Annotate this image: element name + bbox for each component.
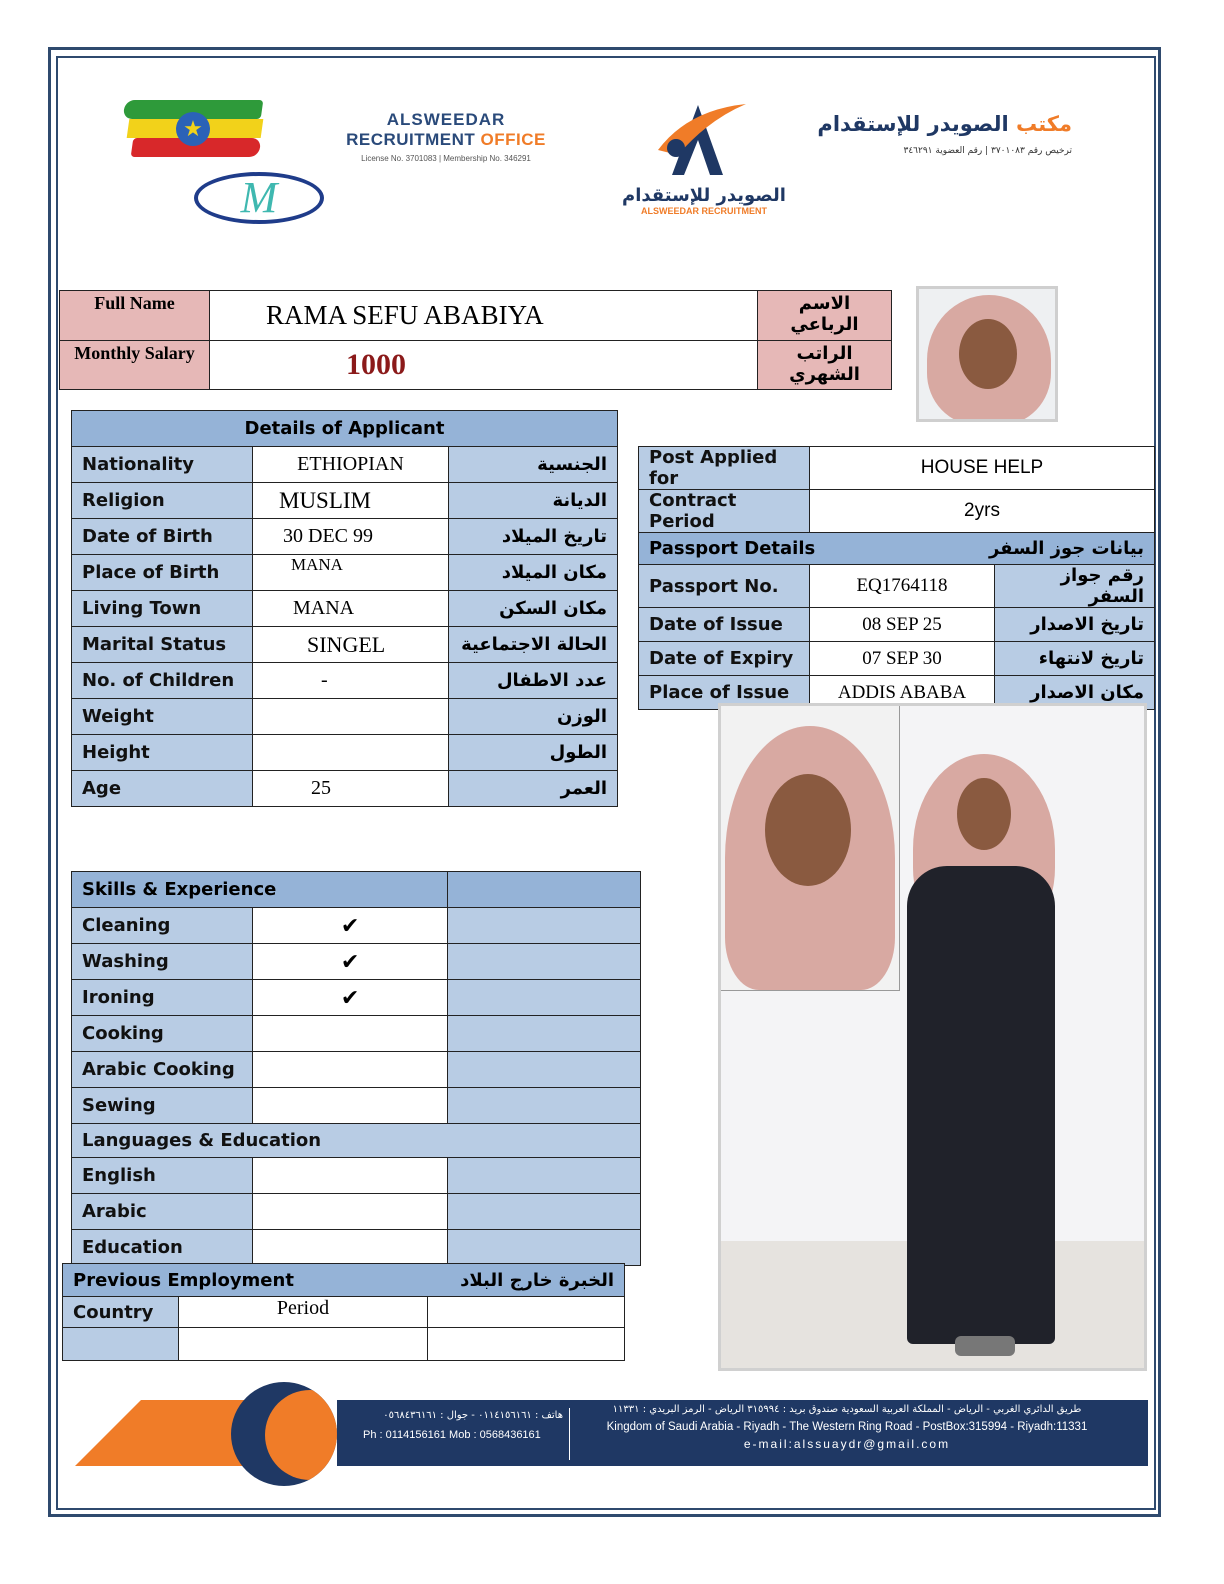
- skill-check: ✔: [252, 980, 448, 1016]
- table-row: [72, 980, 641, 1016]
- star-icon: ★: [176, 112, 210, 146]
- table-row: [72, 1088, 641, 1124]
- passport-details-title: Passport Details: [649, 538, 816, 559]
- row-ar: العمر: [449, 771, 618, 807]
- table-row: [72, 944, 641, 980]
- row-value: MANA: [253, 591, 449, 627]
- inset-face-photo: [721, 706, 900, 991]
- row-label: Living Town: [72, 591, 253, 627]
- row-value: -: [253, 663, 449, 699]
- row-label: Date of Expiry: [639, 642, 810, 676]
- lang-blank: [448, 1230, 641, 1266]
- post-passport-table: [638, 446, 1155, 710]
- full-name-ar: الاسم الرباعي: [758, 291, 892, 341]
- license-number: License No. 3701083: [361, 154, 437, 163]
- employment-row-blank: [63, 1328, 179, 1361]
- table-row: [72, 1158, 641, 1194]
- footer-banner: [75, 1382, 1148, 1468]
- monthly-salary-ar: الراتب الشهري: [758, 341, 892, 390]
- row-ar: مكان السكن: [449, 591, 618, 627]
- table-row: [72, 735, 618, 771]
- row-ar: مكان الميلاد: [449, 555, 618, 591]
- skill-blank: [448, 1016, 641, 1052]
- row-label: No. of Children: [72, 663, 253, 699]
- skill-label: Sewing: [72, 1088, 253, 1124]
- row-value: EQ1764118: [810, 565, 995, 608]
- footer-logo-icon: [231, 1382, 337, 1486]
- skill-label: Arabic Cooking: [72, 1052, 253, 1088]
- full-name-label: Full Name: [60, 291, 210, 341]
- previous-employment-table: [62, 1263, 625, 1361]
- company-name-office: OFFICE: [480, 130, 546, 149]
- table-row: [72, 1052, 641, 1088]
- row-value: ETHIOPIAN: [253, 447, 449, 483]
- row-label: Age: [72, 771, 253, 807]
- skill-blank: [448, 944, 641, 980]
- row-ar: مكان الاصدار: [995, 676, 1155, 710]
- table-row: [72, 447, 618, 483]
- applicant-details-table: [71, 410, 618, 807]
- row-value: [253, 699, 449, 735]
- table-row: [639, 565, 1155, 608]
- applicant-full-body-photo: [718, 703, 1147, 1371]
- row-label: Date of Birth: [72, 519, 253, 555]
- a-logo-icon: [618, 100, 790, 180]
- employment-row-blank: [428, 1328, 625, 1361]
- skills-header-blank: [448, 872, 641, 908]
- row-ar: الجنسية: [449, 447, 618, 483]
- passport-details-header: [639, 533, 1155, 565]
- lang-label: Education: [72, 1230, 253, 1266]
- skill-check: ✔: [252, 944, 448, 980]
- monthly-salary-label: Monthly Salary: [60, 341, 210, 390]
- passport-details-title-ar: بيانات جوز السفر: [988, 538, 1144, 559]
- table-row: [72, 627, 618, 663]
- skill-label: Washing: [72, 944, 253, 980]
- table-row: [639, 642, 1155, 676]
- skill-blank: [448, 908, 641, 944]
- table-row: [72, 771, 618, 807]
- skill-label: Cooking: [72, 1016, 253, 1052]
- table-row: [72, 1194, 641, 1230]
- languages-title: Languages & Education: [72, 1124, 641, 1158]
- lang-check: [252, 1158, 448, 1194]
- row-ar: الطول: [449, 735, 618, 771]
- row-ar: تاريخ الاصدار: [995, 608, 1155, 642]
- office-brand-ar: الصويدر للإستقدام: [817, 112, 1009, 136]
- row-value: MUSLIM: [253, 483, 449, 519]
- row-label: Weight: [72, 699, 253, 735]
- lang-blank: [448, 1194, 641, 1230]
- row-value: 07 SEP 30: [810, 642, 995, 676]
- company-name-en: ALSWEEDAR RECRUITMENT OFFICE License No. 3701083 | Membership No. 346291: [335, 110, 557, 163]
- m-logo: [194, 172, 324, 224]
- row-ar: الديانة: [449, 483, 618, 519]
- ethiopia-flag-logo: [124, 100, 262, 158]
- table-row: [72, 591, 618, 627]
- skills-title: Skills & Experience: [72, 872, 448, 908]
- skill-check: [252, 1088, 448, 1124]
- employment-header: [63, 1264, 625, 1297]
- row-label: Marital Status: [72, 627, 253, 663]
- company-name-recruitment: RECRUITMENT: [346, 130, 481, 149]
- footer-phone-ar: هاتف : ٠١١٤١٥٦١٦١ - جوال : ٠٥٦٨٤٣٦١٦١: [383, 1410, 563, 1421]
- post-applied-label: Post Applied for: [639, 447, 810, 490]
- skill-blank: [448, 1052, 641, 1088]
- employment-title: Previous Employment: [73, 1269, 294, 1291]
- row-ar: عدد الاطفال: [449, 663, 618, 699]
- country-label: Country: [63, 1297, 179, 1328]
- lang-label: English: [72, 1158, 253, 1194]
- row-value: 08 SEP 25: [810, 608, 995, 642]
- lang-blank: [448, 1158, 641, 1194]
- skill-label: Ironing: [72, 980, 253, 1016]
- footer-email[interactable]: e-mail:alssuaydr@gmail.com: [743, 1437, 951, 1451]
- post-applied-value: HOUSE HELP: [810, 447, 1155, 490]
- skill-blank: [448, 980, 641, 1016]
- applicant-details-title: Details of Applicant: [72, 411, 618, 447]
- lang-check: [252, 1230, 448, 1266]
- membership-number: Membership No. 346291: [443, 154, 531, 163]
- row-ar: رقم جواز السفر: [995, 565, 1155, 608]
- license-ar: ترخيص رقم ٣٧٠١٠٨٣ | رقم العضوية ٣٤٦٢٩١: [903, 146, 1072, 156]
- lang-check: [252, 1194, 448, 1230]
- skill-blank: [448, 1088, 641, 1124]
- row-value: 25: [253, 771, 449, 807]
- table-row: [72, 555, 618, 591]
- center-a-logo: [618, 100, 790, 218]
- row-value: ADDIS ABABA: [810, 676, 995, 710]
- footer-address-ar: طريق الدائري الغربي - الرياض - المملكة العربية السعودية صندوق بريد : ٣١٥٩٩٤ الرياض - الرمز البريدي : ١١٣٣١: [612, 1404, 1082, 1415]
- center-logo-arabic: الصويدر للإستقدام: [622, 185, 786, 206]
- footer-phone-en: Ph : 0114156161 Mob : 0568436161: [363, 1429, 541, 1441]
- row-label: Passport No.: [639, 565, 810, 608]
- row-value: [253, 735, 449, 771]
- lang-label: Arabic: [72, 1194, 253, 1230]
- contract-period-label: Contract Period: [639, 490, 810, 533]
- skill-check: [252, 1052, 448, 1088]
- row-ar: تاريخ لانتهاء: [995, 642, 1155, 676]
- row-label: Height: [72, 735, 253, 771]
- company-name-line1: ALSWEEDAR: [386, 110, 506, 129]
- employment-blank: [428, 1297, 625, 1328]
- full-name-value: RAMA SEFU ABABIYA: [210, 291, 758, 341]
- name-salary-table: [59, 290, 892, 390]
- row-value: MANA: [253, 555, 449, 591]
- skill-check: [252, 1016, 448, 1052]
- row-ar: الوزن: [449, 699, 618, 735]
- employment-row-blank: [179, 1328, 428, 1361]
- m-logo-letter: M: [240, 173, 278, 222]
- row-label: Place of Birth: [72, 555, 253, 591]
- table-row: [639, 608, 1155, 642]
- row-ar: الحالة الاجتماعية: [449, 627, 618, 663]
- skills-table: [71, 871, 641, 1266]
- table-row: [72, 1230, 641, 1266]
- table-row: [72, 908, 641, 944]
- row-label: Religion: [72, 483, 253, 519]
- skill-label: Cleaning: [72, 908, 253, 944]
- monthly-salary-value: 1000: [210, 341, 758, 390]
- table-row: [72, 1016, 641, 1052]
- row-value: 30 DEC 99: [253, 519, 449, 555]
- employment-title-ar: الخبرة خارج البلاد: [460, 1269, 614, 1291]
- table-row: [72, 519, 618, 555]
- skill-check: ✔: [252, 908, 448, 944]
- office-word-ar: مكتب: [1008, 112, 1072, 136]
- office-name-ar: [817, 112, 1072, 156]
- row-ar: تاريخ الميلاد: [449, 519, 618, 555]
- center-logo-english: ALSWEEDAR RECRUITMENT: [641, 206, 767, 216]
- period-label: Period: [179, 1297, 428, 1328]
- row-label: Date of Issue: [639, 608, 810, 642]
- table-row: [72, 699, 618, 735]
- table-row: [72, 483, 618, 519]
- row-value: SINGEL: [253, 627, 449, 663]
- applicant-headshot-photo: [916, 286, 1058, 422]
- table-row: [72, 663, 618, 699]
- contract-period-value: 2yrs: [810, 490, 1155, 533]
- footer-address-en: Kingdom of Saudi Arabia - Riyadh - The Western Ring Road - PostBox:315994 - Riyadh:11331: [606, 1421, 1088, 1433]
- row-label: Nationality: [72, 447, 253, 483]
- row-label: Place of Issue: [639, 676, 810, 710]
